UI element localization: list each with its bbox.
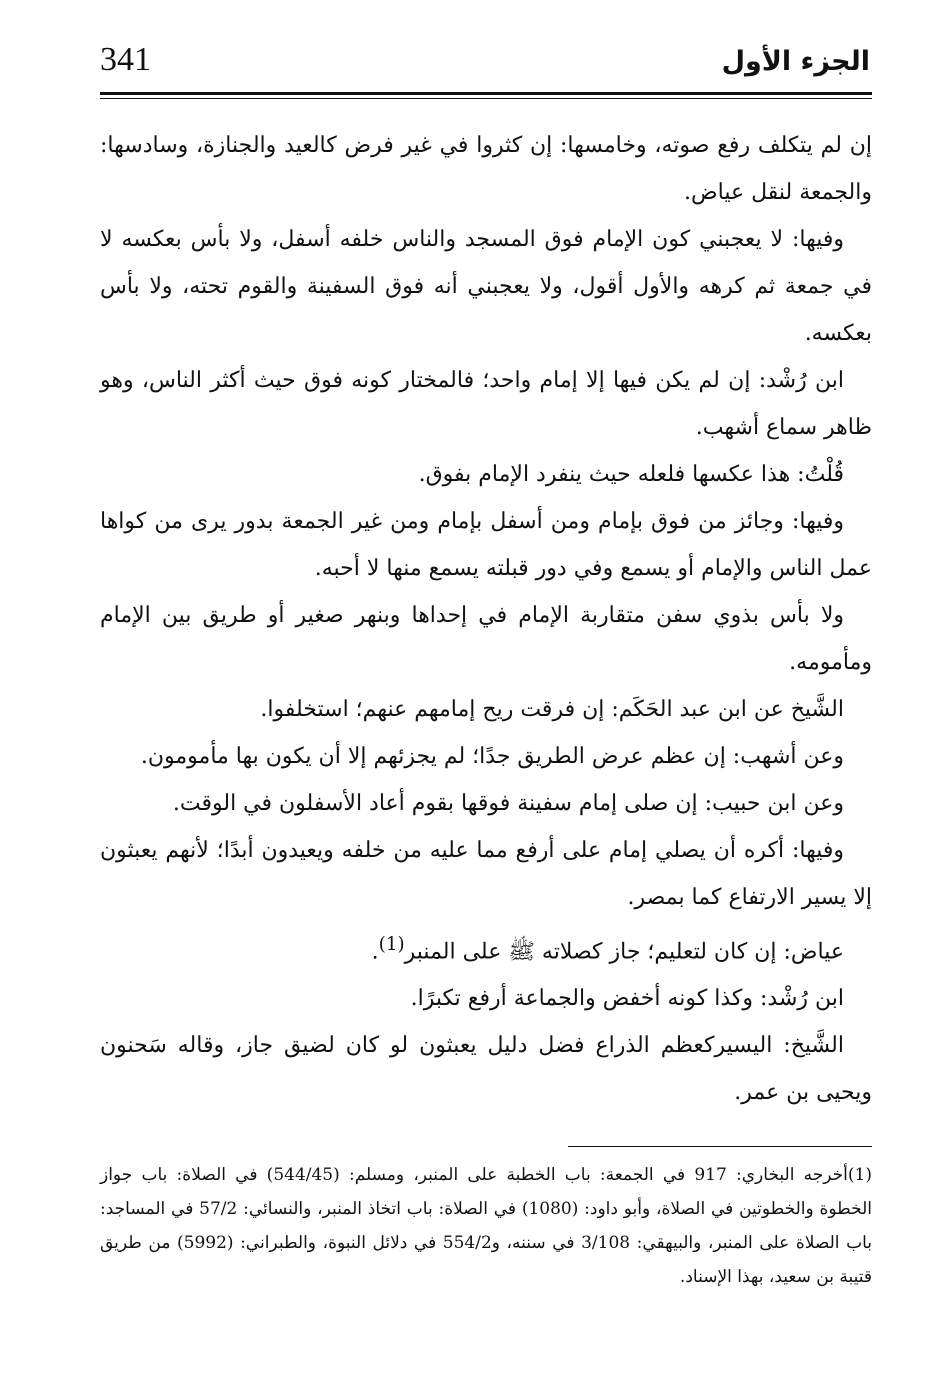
text-line: ابن رُشْد: إن لم يكن فيها إلا إمام واحد؛ فالمختار كونه فوق حيث أكثر الناس، — [141, 368, 844, 393]
text-line: ابن رُشْد: وكذا كونه أخفض والجماعة أرفع تكبرًا. — [410, 986, 844, 1012]
paragraph — [100, 780, 872, 827]
paragraph — [100, 686, 872, 733]
text-line: قُلْتُ: هذا عكسها فلعله حيث ينفرد الإمام بفوق. — [418, 462, 844, 487]
footnote-line: والطبراني: (5992) من طريق قتيبة بن سعيد، بهذا الإسناد. — [100, 1233, 872, 1287]
main-text — [100, 122, 872, 1116]
text-line: ومأمومه. — [789, 650, 872, 675]
footnote-text — [100, 1158, 872, 1294]
text-line: إلا يسير الارتفاع كما بمصر. — [627, 885, 872, 910]
footnote-marker: (1) — [378, 934, 405, 955]
text-line: لا في جمعة ثم كرهه والأول أقول، ولا يعجبني أنه فوق السفينة والقوم تحته، ولا بأس — [100, 227, 872, 299]
paragraph — [100, 216, 872, 357]
text-line: وسادسها: والجمعة لنقل عياض. — [100, 133, 872, 205]
text-line: وعن ابن حبيب: إن صلى إمام سفينة فوقها بقوم أعاد الأسفلون في الوقت. — [172, 791, 844, 816]
text-line: الشَّيخ: اليسيركعظم الذراع فضل دليل يعبثون لو كان لضيق جاز، وقاله سَحنون — [100, 1033, 844, 1059]
footnote-line: جواز الخطوة والخطوتين في الصلاة، وأبو داود: (1080) في الصلاة: باب اتخاذ المنبر، والنسائي: — [100, 1165, 872, 1219]
text-line: وفيها: لا يعجبني كون الإمام فوق المسجد والناس خلفه أسفل، ولا بأس بعكسه — [121, 227, 844, 252]
footnote-line: (1)أخرجه البخاري: 917 في الجمعة: باب الخطبة على المنبر، ومسلم: (544/45) في الصلاة: باب — [141, 1165, 872, 1185]
paragraph — [100, 827, 872, 921]
paragraph — [100, 592, 872, 686]
paragraph — [100, 122, 872, 216]
text-line: بعكسه. — [804, 321, 872, 346]
paragraph — [100, 451, 872, 498]
text-line: كواها عمل الناس والإمام أو يسمع وفي دور قبلته يسمع منها لا أحبه. — [100, 509, 872, 581]
footnote-line: 57/2 في المساجد: باب الصلاة على المنبر، والبيهقي: 3/108 في سننه، و554/2 في دلائل النبوة، — [100, 1199, 872, 1253]
text-line: وعن أشهب: إن عظم عرض الطريق جدًا؛ لم يجزئهم إلا أن يكون بها مأمومون. — [140, 744, 844, 769]
running-header-title: الجزء الأول — [721, 46, 870, 77]
paragraph — [100, 357, 872, 451]
text-line: إن لم يتكلف رفع صوته، وخامسها: إن كثروا في غير فرض كالعيد والجنازة، — [196, 133, 872, 158]
header-rule-thick — [100, 92, 872, 95]
text-line: الشَّيخ عن ابن عبد الحَكَم: إن فرقت ريح إمامهم عنهم؛ استخلفوا. — [260, 697, 844, 722]
paragraph — [100, 733, 872, 780]
text-line: وهو ظاهر سماع أشهب. — [100, 368, 872, 440]
text-line: وفيها: وجائز من فوق بإمام ومن أسفل بإمام ومن غير الجمعة بدور يرى من — [154, 509, 844, 534]
footnote — [100, 1158, 872, 1294]
text-line: ولا بأس بذوي سفن متقاربة الإمام في إحداها وبنهر صغير أو طريق بين الإمام — [100, 603, 844, 628]
paragraph: عياض: إن كان لتعليم؛ جاز كصلاته ﷺ على المنبر$^{(1)}$. — [371, 934, 844, 965]
paragraph — [100, 498, 872, 592]
header-rule-thin — [100, 98, 872, 99]
page-number: 341 — [100, 41, 151, 78]
paragraph — [100, 1022, 872, 1116]
footnote-separator — [568, 1146, 872, 1147]
text-line: عياض: إن كان لتعليم؛ جاز كصلاته ﷺ على المنبر — [404, 939, 844, 965]
text-line: ويحيى بن عمر. — [734, 1080, 872, 1106]
paragraph — [100, 975, 872, 1022]
text-line: وفيها: أكره أن يصلي إمام على أرفع مما عليه من خلفه ويعيدون أبدًا؛ لأنهم يعبثون — [100, 838, 844, 863]
